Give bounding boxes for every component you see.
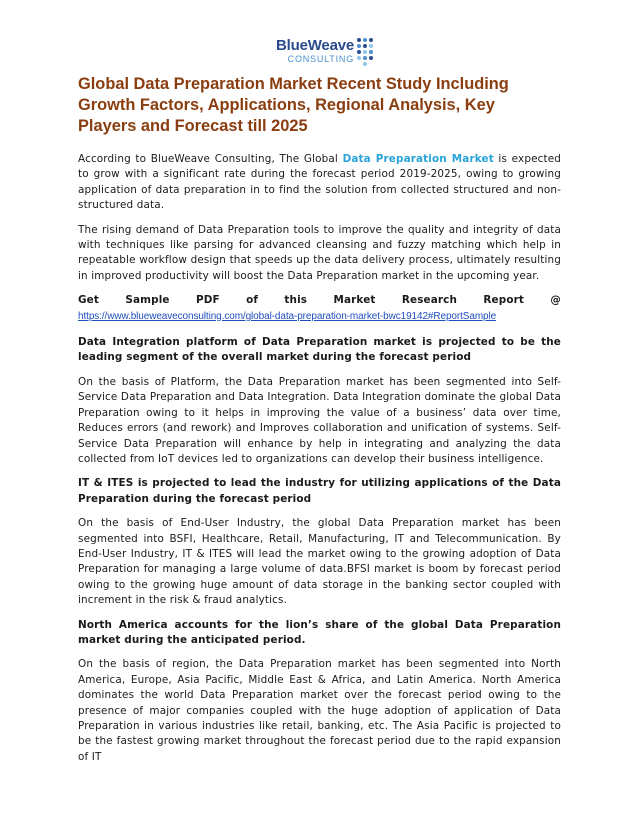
section-text-platform: On the basis of Platform, the Data Preparation market has been segmented into Self-Service Data Preparation and Data Integration. Data Integration dominate the global Data Preparation owing to it helps in improving the value of a business’ data over time, Reduces errors (and rework) and Improves collaboration and unification of systems. Self-Service Data Preparation will enhance by help in integrating and analyzing the data collected from IoT devices led to organizations can develop their business intelligence. (78, 375, 561, 465)
sample-word: of (246, 294, 259, 307)
intro-text-after: is expected to grow with a significant rate during the forecast period 2019-2025, owing to growing application of data preparation in to find the solution from collected structured and non-structured data. (78, 153, 561, 212)
sample-word: Market (333, 294, 376, 307)
sample-request-line (78, 293, 561, 308)
intro-text-before: According to BlueWeave Consulting, The Global (78, 153, 343, 165)
sample-word: @ (550, 294, 561, 307)
sample-word: PDF (195, 294, 220, 307)
intro-paragraph (78, 152, 561, 214)
section-heading-industry: IT & ITES is projected to lead the industry for utilizing applications of the Data Preparation during the forecast period (78, 477, 561, 505)
sample-request (78, 293, 561, 324)
section-heading-region: North America accounts for the lion’s share of the global Data Preparation market during the anticipated period. (78, 618, 561, 646)
sample-word: Sample (125, 294, 170, 307)
logo-main-text: BlueWeave (276, 37, 354, 54)
sample-word: Report (483, 294, 525, 307)
logo-text (262, 38, 354, 64)
demand-paragraph: The rising demand of Data Preparation tools to improve the quality and integrity of data with techniques like parsing for advanced cleansing and fuzzy matching which help in repeatable workflow design that speeds up the data delivery process, ultimately resulting in improved productivity will boost the Data Preparation market in the upcoming year. (78, 223, 561, 282)
market-name-highlight: Data Preparation Market (342, 153, 494, 165)
blueweave-logo (262, 36, 376, 76)
section-text-industry: On the basis of End-User Industry, the global Data Preparation market has been segmented into BSFI, Healthcare, Retail, Manufacturing, IT and Telecommunication. By End-User Industry, IT & ITES will lead the market owing to the growing adoption of Data Preparation for managing a large volume of data.BFSI market is boom by forecast period owing to the growing huge amount of data storage in the banking sector coupled with increment in the risk & fraud analytics. (78, 517, 561, 607)
section-heading-platform: Data Integration platform of Data Preparation market is projected to be the leading segment of the overall market during the forecast period (78, 336, 561, 364)
document-title: Global Data Preparation Market Recent Study Including Growth Factors, Applications, Regional Analysis, Key Players and Forecast till 2025 (78, 75, 509, 135)
sample-word: Get (78, 294, 99, 307)
document-body (78, 152, 561, 774)
sample-word: this (284, 294, 308, 307)
sample-word: Research (401, 294, 458, 307)
report-sample-link[interactable]: https://www.blueweaveconsulting.com/global-data-preparation-market-bwc19142#ReportSample (78, 310, 497, 322)
logo-sub-text: CONSULTING (287, 54, 354, 64)
section-text-region: On the basis of region, the Data Preparation market has been segmented into North America, Europe, Asia Pacific, Middle East & Africa, and Latin America. North America dominates the world Data Preparation market over the forecast period owing to the presence of major companies coupled with the huge adoption of application of Data Preparation in various industries like retail, banking, etc. The Asia Pacific is projected to be the fastest growing market throughout the forecast period due to the rapid expansion of IT (78, 658, 561, 763)
